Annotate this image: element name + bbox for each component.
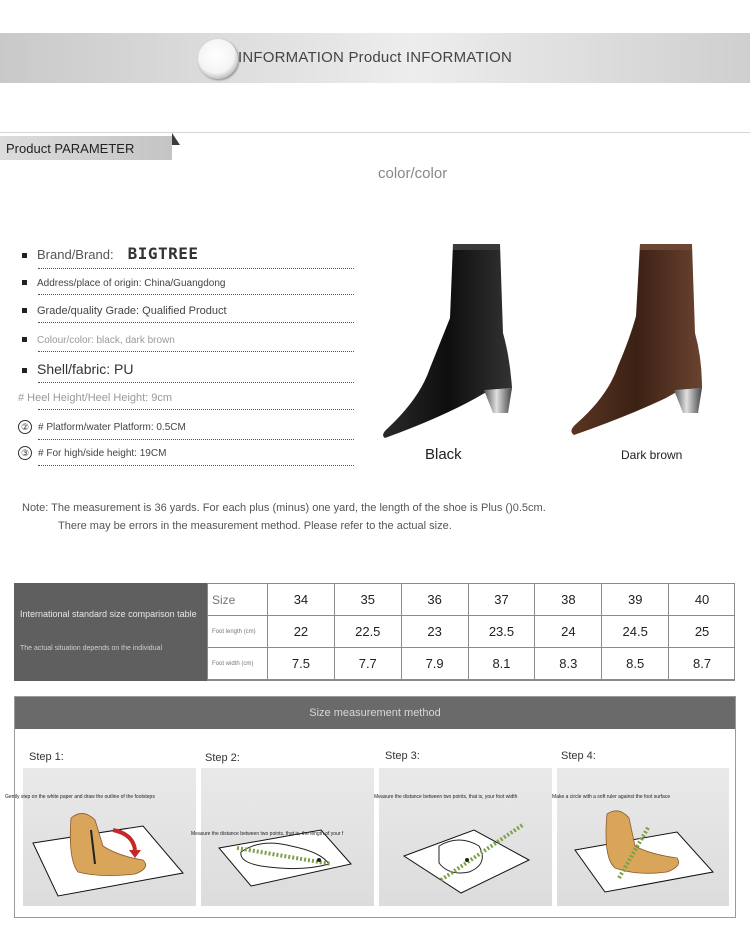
bullet-icon — [22, 337, 27, 342]
size-table-cell: 24.5 — [601, 616, 668, 648]
size-table-cell: 7.7 — [334, 648, 401, 680]
info-banner — [0, 33, 750, 83]
size-table-cell: 34 — [267, 584, 334, 616]
foot-circumference-icon — [557, 768, 729, 906]
dotted-rule — [38, 409, 354, 410]
number-two-icon: ② — [18, 420, 32, 434]
step-1-label: Step 1: — [29, 751, 64, 763]
bullet-icon — [22, 308, 27, 313]
size-row-header: Size — [207, 584, 267, 616]
size-table-cell: 37 — [468, 584, 535, 616]
size-table-cell: 7.9 — [401, 648, 468, 680]
size-table-cell: 8.1 — [468, 648, 535, 680]
heel-text: # Heel Height/Heel Height: 9cm — [18, 392, 173, 404]
size-table-cell: 22.5 — [334, 616, 401, 648]
size-table — [207, 583, 735, 681]
size-table-cell: 38 — [534, 584, 601, 616]
color-heading: color/color — [378, 165, 448, 182]
size-table-cell: 25 — [668, 616, 735, 648]
dotted-rule — [38, 465, 354, 466]
boot-brown-label: Dark brown — [621, 448, 683, 462]
boot-black-image — [380, 238, 520, 443]
spec-grade — [18, 305, 354, 317]
dotted-rule — [38, 322, 354, 323]
ruler-length-icon — [201, 768, 374, 906]
spec-side-height — [18, 446, 354, 460]
brand-value: BIGTREE — [127, 244, 199, 263]
foot-outline-icon — [23, 768, 196, 906]
size-table-cell: 40 — [668, 584, 735, 616]
step-3-caption: Measure the distance between two points, that is, your foot width — [374, 794, 518, 800]
number-three-icon: ③ — [18, 446, 32, 460]
product-parameter-label: Product PARAMETER — [6, 141, 135, 156]
step-1-caption: Gently step on the white paper and draw the outline of the footsteps — [5, 794, 155, 800]
size-table-cell: 24 — [534, 616, 601, 648]
size-table-cell: 23.5 — [468, 616, 535, 648]
shell-text: Shell/fabric: PU — [37, 361, 134, 377]
step-2-caption: Measure the distance between two points, that is, the length of your f — [191, 831, 344, 837]
size-table-cell: 39 — [601, 584, 668, 616]
dotted-rule — [38, 294, 354, 295]
size-table-cell: 8.5 — [601, 648, 668, 680]
measurement-method-header — [15, 697, 735, 729]
spec-brand — [18, 244, 354, 263]
divider — [0, 132, 750, 133]
side-height-text: # For high/side height: 19CM — [38, 448, 167, 459]
bullet-icon — [22, 368, 27, 373]
colour-text: Colour/color: black, dark brown — [37, 335, 175, 346]
step-1-image — [23, 768, 196, 906]
bullet-icon — [22, 280, 27, 285]
dotted-rule — [38, 382, 354, 383]
banner-title: INFORMATION Product INFORMATION — [238, 49, 512, 66]
spec-heel — [18, 392, 354, 404]
dotted-rule — [38, 439, 354, 440]
origin-text: Address/place of origin: China/Guangdong — [37, 278, 226, 289]
size-row-header: Foot width (cm) — [207, 648, 267, 680]
size-table-cell: 22 — [267, 616, 334, 648]
spec-colour — [18, 334, 354, 346]
step-4-caption: Make a circle with a soft ruler against the foot surface — [552, 794, 671, 800]
boot-brown-image — [568, 238, 708, 438]
brand-label: Brand/Brand: — [37, 247, 114, 262]
grade-text: Grade/quality Grade: Qualified Product — [37, 305, 227, 317]
platform-text: # Platform/water Platform: 0.5CM — [38, 422, 186, 433]
size-table-cell: 23 — [401, 616, 468, 648]
ruler-width-icon — [379, 768, 552, 906]
measurement-method-panel — [5, 696, 736, 918]
size-table-cell: 36 — [401, 584, 468, 616]
note-line-2: There may be errors in the measurement method. Please refer to the actual size. — [58, 520, 452, 532]
size-table-header-panel — [14, 583, 207, 681]
step-2-label: Step 2: — [205, 752, 240, 764]
product-parameter-tab — [0, 136, 172, 160]
dotted-rule — [38, 351, 354, 352]
size-table-cell: 35 — [334, 584, 401, 616]
dotted-rule — [38, 268, 354, 269]
spec-shell — [18, 361, 354, 377]
step-4-image — [557, 768, 729, 906]
note-line-1: Note: The measurement is 36 yards. For each plus (minus) one yard, the length of the shoe is Plus ()0.5cm. — [22, 502, 546, 514]
measurement-method-title: Size measurement method — [309, 707, 441, 719]
tab-corner — [172, 133, 180, 145]
size-table-note: The actual situation depends on the individual — [20, 645, 163, 652]
boot-black-label: Black — [425, 446, 462, 463]
size-table-cell: 8.3 — [534, 648, 601, 680]
bullet-icon — [22, 253, 27, 258]
step-3-label: Step 3: — [385, 750, 420, 762]
spec-origin — [18, 277, 354, 289]
size-table-cell: 8.7 — [668, 648, 735, 680]
step-3-image — [379, 768, 552, 906]
step-4-label: Step 4: — [561, 750, 596, 762]
spec-platform — [18, 420, 354, 434]
size-table-cell: 7.5 — [267, 648, 334, 680]
banner-circle-icon — [198, 39, 238, 79]
step-2-image — [201, 768, 374, 906]
size-row-header: Foot length (cm) — [207, 616, 267, 648]
size-table-title: International standard size comparison table — [20, 609, 197, 619]
